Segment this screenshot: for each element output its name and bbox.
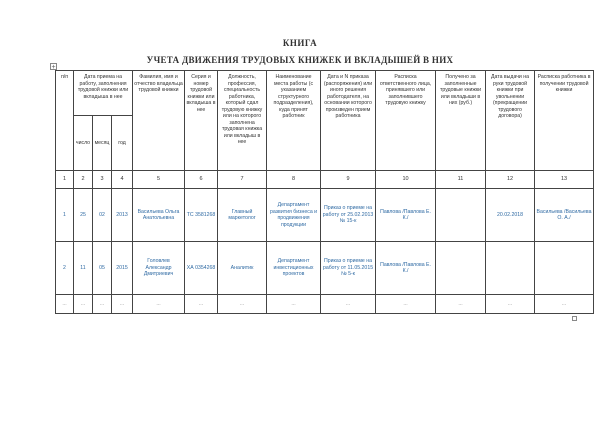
- header-row: [56, 71, 594, 116]
- cell-received[interactable]: ...: [436, 295, 486, 314]
- cell-position[interactable]: Главный маркетолог: [218, 189, 267, 242]
- book-title: КНИГА: [282, 38, 318, 48]
- cell-order[interactable]: Приказ о приеме на работу от 11.05.2015 № 5-к: [321, 242, 376, 295]
- cell-issue-date[interactable]: [486, 242, 535, 295]
- cell-series[interactable]: ...: [185, 295, 218, 314]
- cell-owner[interactable]: ...: [133, 295, 185, 314]
- cell-signature-employee[interactable]: [535, 242, 594, 295]
- column-number-row: [56, 171, 594, 189]
- cell-workplace[interactable]: ...: [267, 295, 321, 314]
- column-number: 2: [74, 171, 93, 189]
- column-number: 10: [376, 171, 436, 189]
- cell-position[interactable]: Аналитик: [218, 242, 267, 295]
- header-owner: Фамилия, имя и отчество владельца трудовой книжки: [133, 71, 185, 171]
- header-signature-responsible: Расписка ответственного лица, принявшего или заполнившего трудовую книжку: [376, 71, 436, 171]
- cell-issue-date[interactable]: 20.02.2018: [486, 189, 535, 242]
- cell-received[interactable]: [436, 242, 486, 295]
- column-number: 1: [56, 171, 74, 189]
- cell-month[interactable]: 02: [93, 189, 112, 242]
- column-number: 7: [218, 171, 267, 189]
- cell-received[interactable]: [436, 189, 486, 242]
- cell-n[interactable]: 1: [56, 189, 74, 242]
- cell-n[interactable]: ...: [56, 295, 74, 314]
- cell-series[interactable]: ХА 0354268: [185, 242, 218, 295]
- column-number: 3: [93, 171, 112, 189]
- table-resize-handle-icon[interactable]: [572, 316, 577, 321]
- cell-day[interactable]: ...: [74, 295, 93, 314]
- cell-day[interactable]: 25: [74, 189, 93, 242]
- cell-order[interactable]: Приказ о приеме на работу от 25.02.2013 № 15-к: [321, 189, 376, 242]
- column-number: 13: [535, 171, 594, 189]
- table-row: [56, 242, 594, 295]
- cell-signature-responsible[interactable]: Павлова /Павлова Е. К./: [376, 189, 436, 242]
- header-year: год: [112, 116, 133, 171]
- column-number: 4: [112, 171, 133, 189]
- cell-order[interactable]: ...: [321, 295, 376, 314]
- header-pp: п/п: [56, 71, 74, 171]
- table-row: [56, 189, 594, 242]
- header-position: Должность, профессия, специальность работника, который сдал трудовую книжку или на которого заполнена трудовая книжка или вкладыш в нее: [218, 71, 267, 171]
- header-issue-date: Дата выдачи на руки трудовой книжки при увольнении (прекращении трудового договора): [486, 71, 535, 171]
- cell-owner[interactable]: Головлев Александр Дмитриевич: [133, 242, 185, 295]
- cell-month[interactable]: ...: [93, 295, 112, 314]
- cell-n[interactable]: 2: [56, 242, 74, 295]
- cell-owner[interactable]: Васильева Ольга Анатольевна: [133, 189, 185, 242]
- header-order: Дата и N приказа (распоряжения) или иного решения работодателя, на основании которого произведен прием работника: [321, 71, 376, 171]
- cell-signature-employee[interactable]: ...: [535, 295, 594, 314]
- column-number: 8: [267, 171, 321, 189]
- column-number: 5: [133, 171, 185, 189]
- cell-series[interactable]: ТС 3581268: [185, 189, 218, 242]
- ledger-table: [55, 70, 594, 314]
- column-number: 6: [185, 171, 218, 189]
- column-number: 11: [436, 171, 486, 189]
- header-day: число: [74, 116, 93, 171]
- book-subtitle: УЧЕТА ДВИЖЕНИЯ ТРУДОВЫХ КНИЖЕК И ВКЛАДЫШЕЙ В НИХ: [146, 55, 454, 65]
- cell-signature-responsible[interactable]: Павлова /Павлова Е. К./: [376, 242, 436, 295]
- table-row: [56, 295, 594, 314]
- cell-year[interactable]: ...: [112, 295, 133, 314]
- cell-month[interactable]: 05: [93, 242, 112, 295]
- header-workplace: Наименование места работы (с указанием структурного подразделения), куда принят работник: [267, 71, 321, 171]
- cell-workplace[interactable]: Департамент инвестиционных проектов: [267, 242, 321, 295]
- header-received: Получено за заполненные трудовые книжки или вкладыши в них (руб.): [436, 71, 486, 171]
- cell-position[interactable]: ...: [218, 295, 267, 314]
- header-series: Серия и номер трудовой книжки или вкладыша в нее: [185, 71, 218, 171]
- cell-signature-employee[interactable]: Васильева /Васильева О. А./: [535, 189, 594, 242]
- cell-issue-date[interactable]: ...: [486, 295, 535, 314]
- cell-signature-responsible[interactable]: ...: [376, 295, 436, 314]
- column-number: 9: [321, 171, 376, 189]
- cell-year[interactable]: 2015: [112, 242, 133, 295]
- cell-workplace[interactable]: Департамент развития бизнеса и продвижения продукции: [267, 189, 321, 242]
- header-hire-date: Дата приема на работу, заполнения трудовой книжки или вкладыша в нее: [74, 71, 133, 116]
- table-move-handle-icon[interactable]: +: [51, 64, 56, 71]
- cell-day[interactable]: 11: [74, 242, 93, 295]
- header-signature-employee: Расписка работника в получении трудовой книжки: [535, 71, 594, 171]
- column-number: 12: [486, 171, 535, 189]
- header-month: месяц: [93, 116, 112, 171]
- cell-year[interactable]: 2013: [112, 189, 133, 242]
